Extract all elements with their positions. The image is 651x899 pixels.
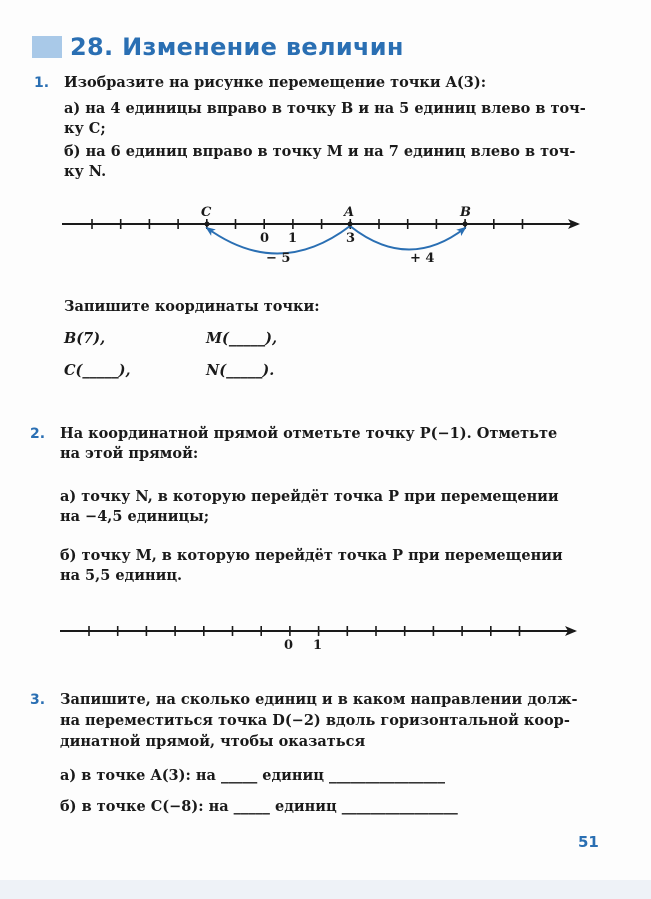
task-1-number: 1. xyxy=(34,75,50,91)
tick-label-1: 1 xyxy=(288,231,298,246)
point-b-label: B xyxy=(460,205,471,220)
task-1-statement: Изобразите на рисунке перемещение точки A(3): xyxy=(64,74,487,91)
task-2-tick-1: 1 xyxy=(313,638,323,653)
task-2-b-line2: на 5,5 единиц. xyxy=(60,567,183,584)
answer-c[interactable]: C(_____), xyxy=(64,362,131,379)
answer-n[interactable]: N(_____). xyxy=(206,362,275,379)
move-left-label: − 5 xyxy=(266,251,291,266)
task-2-b-line1: б) точку M, в которую перейдёт точка P при перемещении xyxy=(60,547,563,564)
task-3-line3: динатной прямой, чтобы оказаться xyxy=(60,733,366,750)
task-1-b-line1: б) на 6 единиц вправо в точку M и на 7 единиц влево в точ- xyxy=(64,143,576,160)
task-2-a-line1: а) точку N, в которую перейдёт точка P при перемещении xyxy=(60,488,559,505)
write-coordinates-prompt: Запишите координаты точки: xyxy=(64,298,320,315)
page-number: 51 xyxy=(578,833,599,851)
task-2-number: 2. xyxy=(30,426,46,442)
task-3-b-line[interactable]: б) в точке C(−8): на _____ единиц ________________ xyxy=(60,798,458,815)
bottom-band xyxy=(0,880,651,899)
task-1-a-line2: ку C; xyxy=(64,120,106,137)
task-1-a-line1: а) на 4 единицы вправо в точку B и на 5 единиц влево в точ- xyxy=(64,100,586,117)
task-2-tick-0: 0 xyxy=(284,638,294,653)
tick-label-0: 0 xyxy=(260,231,270,246)
answer-m[interactable]: M(_____), xyxy=(206,330,278,347)
task-2-a-line2: на −4,5 единицы; xyxy=(60,508,210,525)
answer-b: B(7), xyxy=(64,330,106,347)
task-1-b-line2: ку N. xyxy=(64,163,107,180)
point-c-label: C xyxy=(201,205,212,220)
move-right-label: + 4 xyxy=(410,251,435,266)
task-2-line1: На координатной прямой отметьте точку P(−1). Отметьте xyxy=(60,425,558,442)
task-3-line1: Запишите, на сколько единиц и в каком направлении долж- xyxy=(60,691,578,708)
task-3-number: 3. xyxy=(30,692,46,708)
section-title: 28. Изменение величин xyxy=(70,33,404,61)
task-2-line2: на этой прямой: xyxy=(60,445,199,462)
point-a-label: A xyxy=(344,205,355,220)
tick-label-3: 3 xyxy=(346,231,356,246)
task-3-line2: на переместиться точка D(−2) вдоль горизонтальной коор- xyxy=(60,712,570,729)
task-3-a-line[interactable]: а) в точке A(3): на _____ единиц ________________ xyxy=(60,767,446,784)
